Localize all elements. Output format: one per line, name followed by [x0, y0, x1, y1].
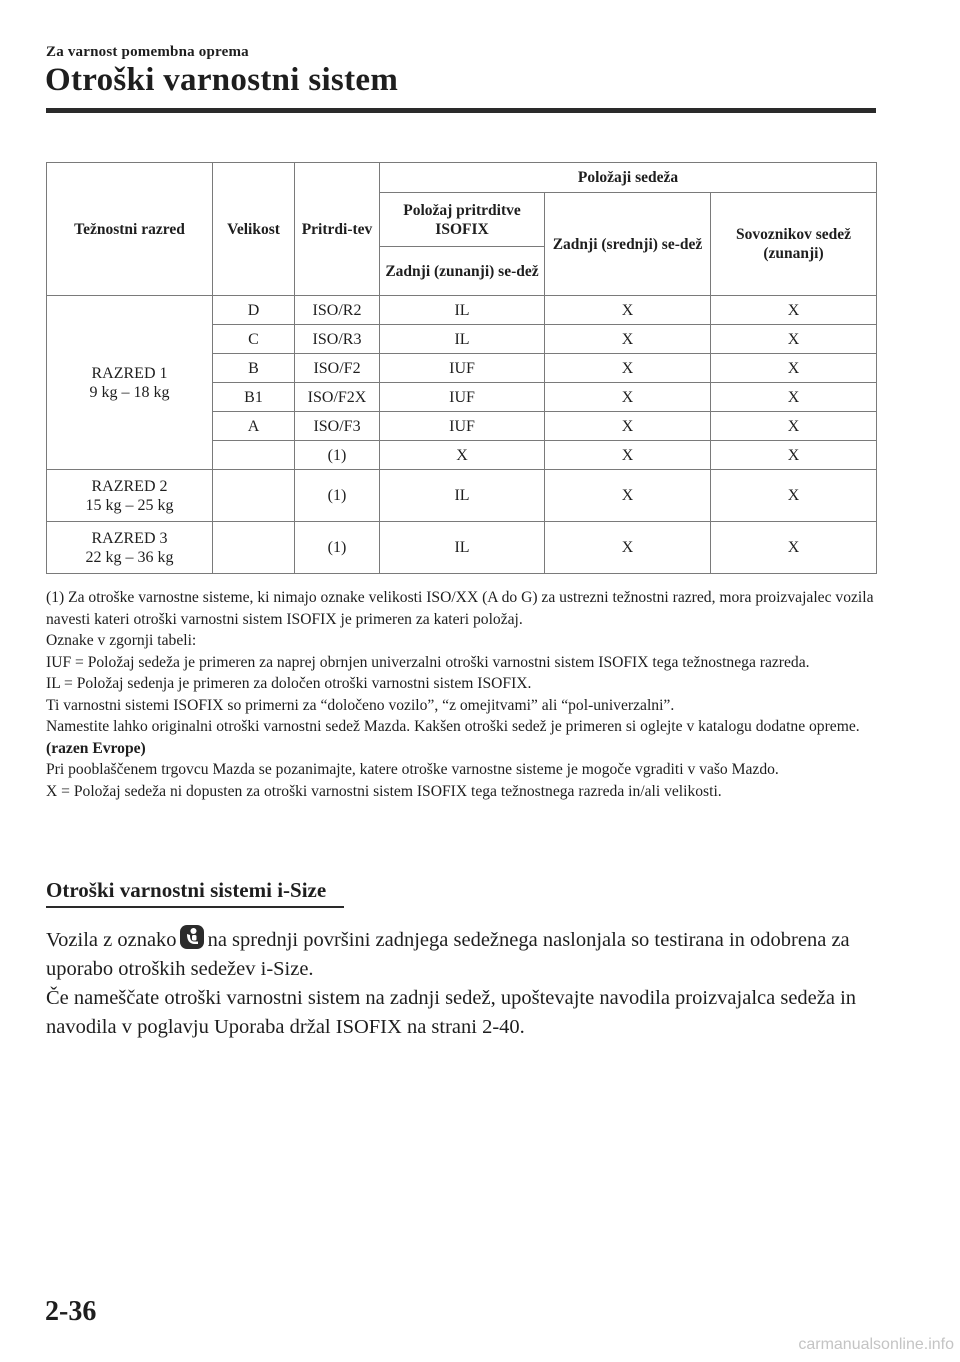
fixture-cell: (1) — [295, 470, 380, 522]
note-text: (1) Za otroške varnostne sisteme, ki nimajo oznake velikosti ISO/XX (A do G) za ustrezni težnostni razred, mora proizvajalec vozila navesti kateri otroški varnostni sistem ISOFIX je primeren za kateri položaj. — [46, 589, 874, 628]
note-text: IUF = Položaj sedeža je primeren za naprej obrnjen univerzalni otroški varnostni sistem ISOFIX tega težnostnega razreda. — [46, 653, 810, 671]
watermark: carmanualsonline.info — [798, 1336, 954, 1353]
rear-outer-cell: IL — [380, 522, 545, 574]
header-rear-center: Zadnji (srednji) se-dež — [545, 193, 711, 296]
rear-outer-cell: IL — [380, 325, 545, 354]
table-row — [47, 522, 877, 574]
note-text: X = Položaj sedeža ni dopusten za otroški varnostni sistem ISOFIX tega težnostnega razreda in/ali velikosti. — [46, 782, 722, 800]
note-text: (razen Evrope) — [46, 739, 146, 757]
size-cell: C — [213, 325, 295, 354]
rear-center-cell: X — [545, 296, 711, 325]
passenger-cell: X — [711, 412, 877, 441]
rear-center-cell: X — [545, 412, 711, 441]
passenger-cell: X — [711, 441, 877, 470]
note-text: Oznake v zgornji tabeli: — [46, 632, 197, 649]
isize-child-seat-icon — [179, 924, 205, 950]
passenger-cell: X — [711, 354, 877, 383]
fixture-cell: ISO/R3 — [295, 325, 380, 354]
isize-heading: Otroški varnostni sistemi i-Size — [46, 878, 344, 908]
passenger-cell: X — [711, 383, 877, 412]
rear-center-cell: X — [545, 441, 711, 470]
size-cell: B — [213, 354, 295, 383]
rear-center-cell: X — [545, 325, 711, 354]
weight-class-cell: RAZRED 3 22 kg – 36 kg — [47, 522, 213, 574]
rear-outer-cell: IUF — [380, 412, 545, 441]
page-number: 2-36 — [45, 1296, 97, 1327]
size-cell: A — [213, 412, 295, 441]
title-rule — [46, 108, 876, 113]
header-size: Velikost — [213, 163, 295, 296]
section-label: Za varnost pomembna oprema — [46, 44, 249, 60]
isofix-table — [46, 162, 877, 574]
rear-outer-cell: IUF — [380, 354, 545, 383]
note-text: Namestite lahko originalni otroški varnostni sedež Mazda. Kakšen otroški sedež je primeren si oglejte v katalogu dodatne opreme. — [46, 718, 860, 735]
rear-outer-cell: IL — [380, 296, 545, 325]
rear-outer-cell: X — [380, 441, 545, 470]
rear-center-cell: X — [545, 354, 711, 383]
fixture-cell: ISO/F3 — [295, 412, 380, 441]
header-isofix-position: Položaj pritrditve ISOFIX — [380, 193, 545, 247]
header-passenger-seat: Sovoznikov sedež (zunanji) — [711, 193, 877, 296]
rear-outer-cell: IUF — [380, 383, 545, 412]
page-title: Otroški varnostni sistem — [45, 62, 399, 98]
size-cell — [213, 470, 295, 522]
header-rear-outer: Zadnji (zunanji) se-dež — [380, 247, 545, 296]
note-text: Pri pooblaščenem trgovcu Mazda se pozanimajte, katere otroške varnostne sisteme je mogoče vgraditi v vašo Mazdo. — [46, 761, 779, 778]
rear-center-cell: X — [545, 470, 711, 522]
weight-class-cell: RAZRED 2 15 kg – 25 kg — [47, 470, 213, 522]
note-text: IL = Položaj sedenja je primeren za določen otroški varnostni sistem ISOFIX. — [46, 675, 532, 692]
fixture-cell: (1) — [295, 441, 380, 470]
header-fixture: Pritrdi-tev — [295, 163, 380, 296]
rear-outer-cell: IL — [380, 470, 545, 522]
fixture-cell: ISO/R2 — [295, 296, 380, 325]
header-weight-class: Težnostni razred — [47, 163, 213, 296]
passenger-cell: X — [711, 470, 877, 522]
passenger-cell: X — [711, 522, 877, 574]
table-row — [47, 296, 877, 325]
fixture-cell: ISO/F2 — [295, 354, 380, 383]
header-seat-positions: Položaji sedeža — [380, 163, 877, 193]
isize-paragraph: Če nameščate otroški varnostni sistem na zadnji sedež, upoštevajte navodila proizvajalca sedeža in navodila v poglavju Uporaba držal ISOFIX na strani 2-40. — [46, 987, 857, 1038]
size-cell — [213, 522, 295, 574]
table-notes — [46, 587, 881, 802]
size-cell: B1 — [213, 383, 295, 412]
rear-center-cell: X — [545, 383, 711, 412]
rear-center-cell: X — [545, 522, 711, 574]
isize-paragraph: Vozila z oznako na sprednji površini zadnjega sedežnega naslonjala so testirana in odobrena za uporabo otroških sedežev i-Size. — [46, 924, 876, 984]
fixture-cell: (1) — [295, 522, 380, 574]
fixture-cell: ISO/F2X — [295, 383, 380, 412]
note-text: Ti varnostni sistemi ISOFIX so primerni za “določeno vozilo”, “z omejitvami” ali “pol-univerzalni”. — [46, 696, 675, 714]
table-row — [47, 470, 877, 522]
weight-class-cell: RAZRED 1 9 kg – 18 kg — [47, 296, 213, 470]
size-cell: D — [213, 296, 295, 325]
size-cell — [213, 441, 295, 470]
isize-body — [46, 924, 876, 1042]
passenger-cell: X — [711, 325, 877, 354]
passenger-cell: X — [711, 296, 877, 325]
